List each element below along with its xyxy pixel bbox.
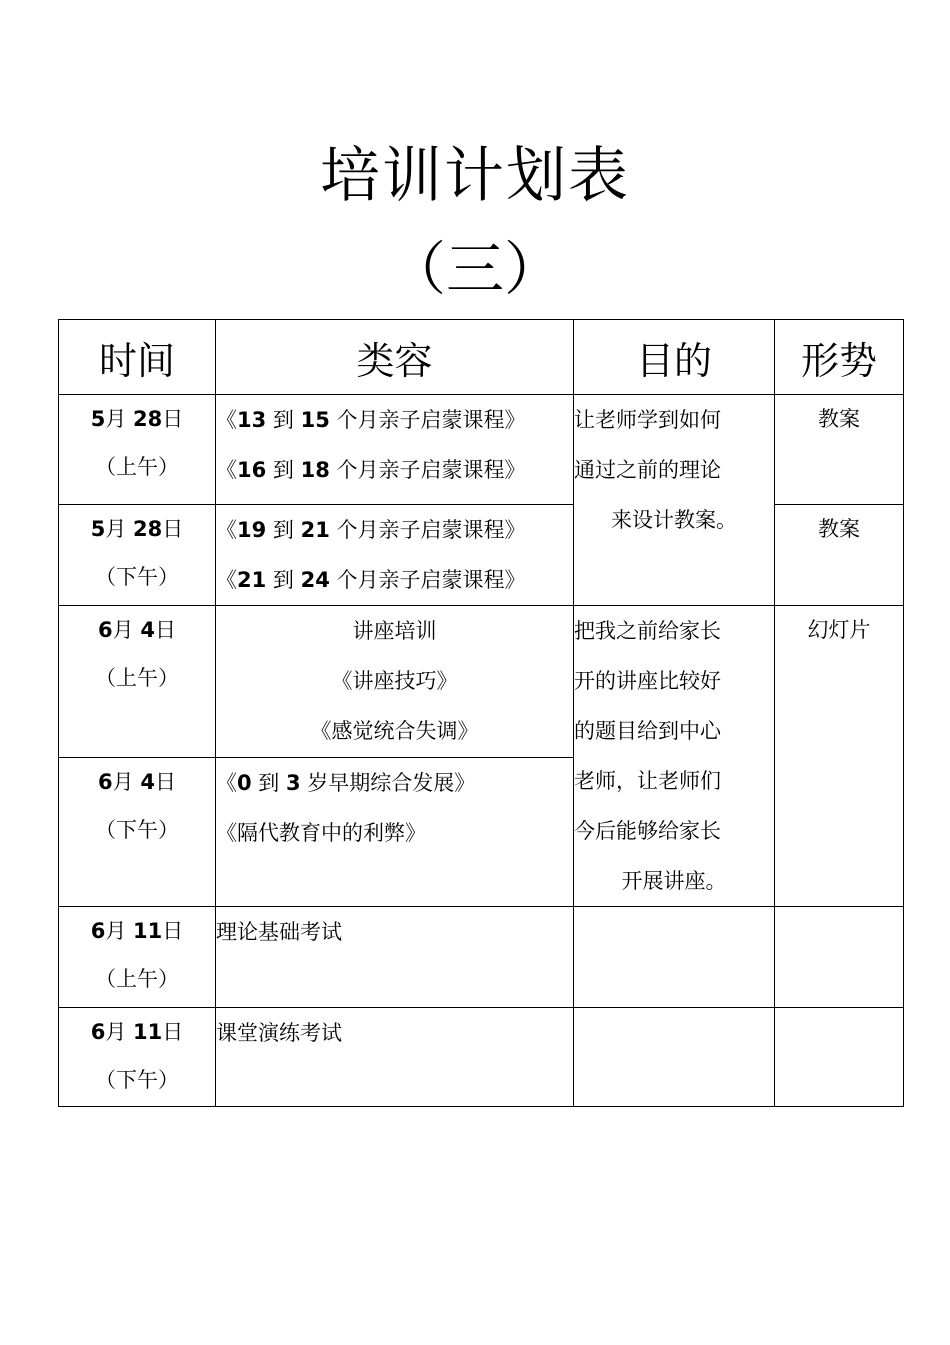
purpose-line: 通过之前的理论	[574, 458, 721, 482]
table-row	[59, 395, 904, 505]
purpose-line: 把我之前给家长	[574, 619, 721, 643]
period-text: （上午）	[95, 967, 179, 991]
purpose-cell-empty	[574, 907, 775, 1008]
time-cell	[59, 606, 216, 758]
content-cell	[216, 907, 574, 1008]
table-row	[59, 907, 904, 1008]
purpose-line: 开展讲座。	[621, 869, 727, 893]
date-text: 6月 4日	[98, 618, 176, 642]
purpose-cell-empty	[574, 1008, 775, 1107]
purpose-line: 让老师学到如何	[574, 408, 721, 432]
form-cell: 教案	[775, 395, 904, 505]
content-line: 讲座培训	[352, 619, 437, 643]
purpose-line: 开的讲座比较好	[574, 669, 721, 693]
period-text: （上午）	[95, 455, 179, 479]
content-line: 《13 到 15 个月亲子启蒙课程》	[216, 408, 526, 432]
table-row	[59, 606, 904, 758]
header-purpose: 目的	[574, 320, 775, 395]
content-line: 《21 到 24 个月亲子启蒙课程》	[216, 568, 526, 592]
purpose-line: 的题目给到中心	[574, 719, 721, 743]
header-row	[59, 320, 904, 395]
content-cell	[216, 1008, 574, 1107]
date-text: 5月 28日	[90, 517, 184, 541]
content-cell	[216, 758, 574, 907]
purpose-line: 今后能够给家长	[574, 819, 721, 843]
period-text: （下午）	[95, 1068, 179, 1092]
form-cell: 教案	[775, 505, 904, 606]
time-cell	[59, 505, 216, 606]
content-cell	[216, 395, 574, 505]
content-line: 《19 到 21 个月亲子启蒙课程》	[216, 518, 526, 542]
purpose-cell	[574, 395, 775, 606]
content-cell	[216, 505, 574, 606]
form-cell: 幻灯片	[775, 606, 904, 907]
page-subtitle: （三）	[387, 235, 562, 303]
time-cell	[59, 1008, 216, 1107]
content-line: 《0 到 3 岁早期综合发展》	[216, 771, 476, 795]
content-line: 理论基础考试	[216, 920, 342, 944]
header-content: 类容	[216, 320, 574, 395]
form-cell-empty	[775, 907, 904, 1008]
content-cell	[216, 606, 574, 758]
time-cell	[59, 907, 216, 1008]
purpose-line: 来设计教案。	[611, 508, 737, 532]
time-cell	[59, 395, 216, 505]
header-form: 形势	[775, 320, 904, 395]
table-row	[59, 1008, 904, 1107]
purpose-cell	[574, 606, 775, 907]
content-line: 《感觉统合失调》	[310, 719, 479, 743]
content-line: 《隔代教育中的利弊》	[216, 821, 426, 845]
content-line: 《16 到 18 个月亲子启蒙课程》	[216, 458, 526, 482]
date-text: 6月 4日	[98, 770, 176, 794]
time-cell	[59, 758, 216, 907]
header-time: 时间	[59, 320, 216, 395]
date-text: 6月 11日	[90, 1020, 184, 1044]
date-text: 5月 28日	[90, 407, 184, 431]
period-text: （下午）	[95, 818, 179, 842]
period-text: （上午）	[95, 666, 179, 690]
purpose-line: 老师，让老师们	[574, 769, 721, 793]
content-line: 课堂演练考试	[216, 1021, 342, 1045]
date-text: 6月 11日	[90, 919, 184, 943]
page-title: 培训计划表	[320, 141, 630, 211]
form-cell-empty	[775, 1008, 904, 1107]
table-row	[59, 505, 904, 606]
content-line: 《讲座技巧》	[331, 669, 458, 693]
period-text: （下午）	[95, 565, 179, 589]
training-plan-table	[58, 319, 904, 1107]
